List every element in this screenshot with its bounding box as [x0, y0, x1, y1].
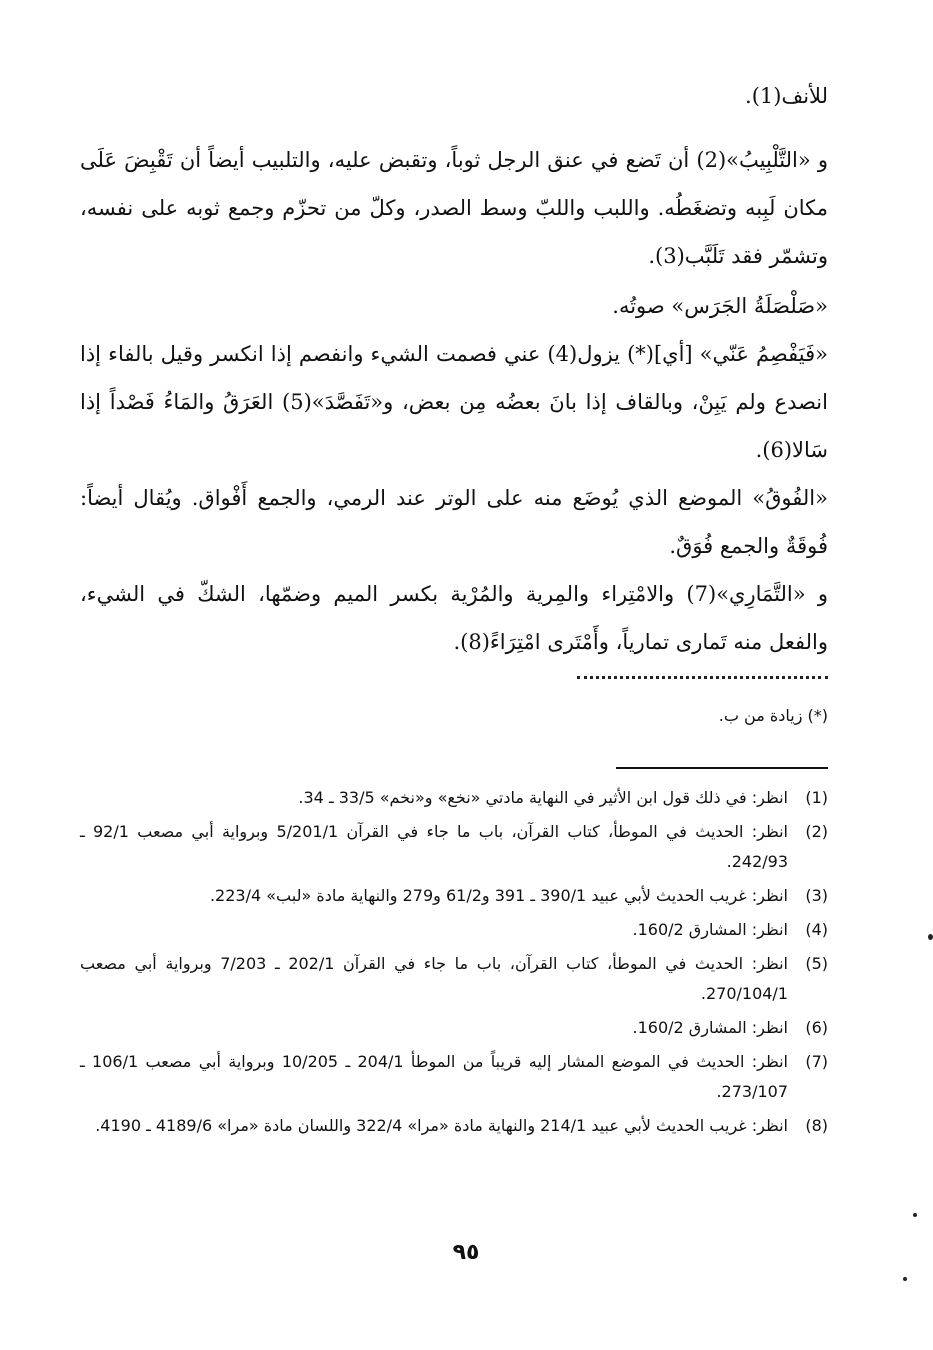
footnote-number: (6)	[805, 1018, 828, 1037]
inline-note: (*) زيادة من ب.	[718, 706, 828, 725]
footnote-text: انظر: الحديث في الموطأ، كتاب القرآن، باب ما جاء في القرآن 202/1 ـ 7/203 وبرواية أبي مصعب 270/104/1.	[80, 954, 789, 1003]
footnote-text: انظر: الحديث في الموطأ، كتاب القرآن، باب ما جاء في القرآن 5/201/1 وبرواية أبي مصعب 92/1 ـ 242/93.	[80, 822, 788, 871]
footnote	[80, 817, 828, 877]
paragraph-attamari: و «التَّمَارِي»(7) والامْتِراء والمِرية والمُرْية بكسر الميم وضمّها، الشكّ في الشيء، والفعل منه تَمارى تمارياً، وأَمْتَرى امْتِرَاءً(8).	[80, 582, 828, 654]
footnote-number: (2)	[805, 822, 828, 841]
paragraph-salsalat-aljaras: «صَلْصَلَةُ الجَرَس» صوتُه.	[612, 294, 828, 318]
paragraph-alfuq: «الفُوقُ» الموضع الذي يُوضَع منه على الوتر عند الرمي، والجمع أَفْواق. ويُقال أيضاً: فُوقَةٌ والجمع فُوَقٌ.	[80, 486, 828, 558]
footnote	[80, 949, 828, 1009]
footnote	[80, 1111, 828, 1141]
footnote-text: انظر: الحديث في الموضع المشار إليه قريباً من الموطأ 204/1 ـ 10/205 وبرواية أبي مصعب 106/1 ـ 273/107.	[80, 1052, 789, 1101]
paragraph-fayafsim: «فَيَفْصِمُ عَنّي» [أي](*) يزول(4) عني فصمت الشيء وانفصم إذا انكسر وقيل بالفاء إذا انصدع ولم يَبِنْ، وبالقاف إذا بانَ بعضُه مِن بعض، و«تَفَصَّدَ»(5) العَرَقُ والمَاءُ فَصْداً إذا سَالا(6).	[80, 342, 828, 462]
footnote-text: انظر: المشارق 160/2.	[632, 920, 788, 939]
footnotes	[80, 783, 828, 1145]
footnote-number: (8)	[805, 1116, 828, 1135]
footnote-text: انظر: في ذلك قول ابن الأثير في النهاية مادتي «نخع» و«نخم» 33/5 ـ 34.	[298, 788, 788, 807]
footnote	[80, 1047, 828, 1107]
scan-speck	[903, 1277, 907, 1281]
footnote-text: انظر: غريب الحديث لأبي عبيد 390/1 ـ 391 و61/2 و279 والنهاية مادة «لبب» 223/4.	[209, 886, 788, 905]
dotted-separator	[577, 676, 828, 679]
footnote-number: (7)	[805, 1052, 828, 1071]
footnote-separator	[616, 767, 828, 769]
scan-speck	[913, 1213, 917, 1217]
paragraph-talbib: و «التَّلْبِيبُ»(2) أن تَضع في عنق الرجل ثوباً، وتقبض عليه، والتلبيب أيضاً أن تَقْبِضَ عَلَى مكان لَبِبه وتضغَطُه. واللبب واللبّ وسط الصدر، وكلّ من تحزّم وجمع ثوبه على نفسه، وتشمّر فقد تَلَبَّب(3).	[80, 148, 828, 268]
scan-speck	[928, 934, 933, 940]
footnote	[80, 881, 828, 911]
footnote-number: (5)	[805, 954, 828, 973]
footnote-text: انظر: المشارق 160/2.	[632, 1018, 788, 1037]
page-number: ٩٥	[452, 1240, 480, 1265]
paragraph-continuation: للأنف(1).	[745, 84, 828, 108]
footnote-number: (4)	[805, 920, 828, 939]
footnote-number: (1)	[805, 788, 828, 807]
footnote-number: (3)	[805, 886, 828, 905]
footnote	[80, 783, 828, 813]
footnote	[80, 915, 828, 945]
footnote-text: انظر: غريب الحديث لأبي عبيد 214/1 والنهاية مادة «مرا» 322/4 واللسان مادة «مرا» 4189/6 ـ 4190.	[95, 1116, 788, 1135]
footnote	[80, 1013, 828, 1043]
